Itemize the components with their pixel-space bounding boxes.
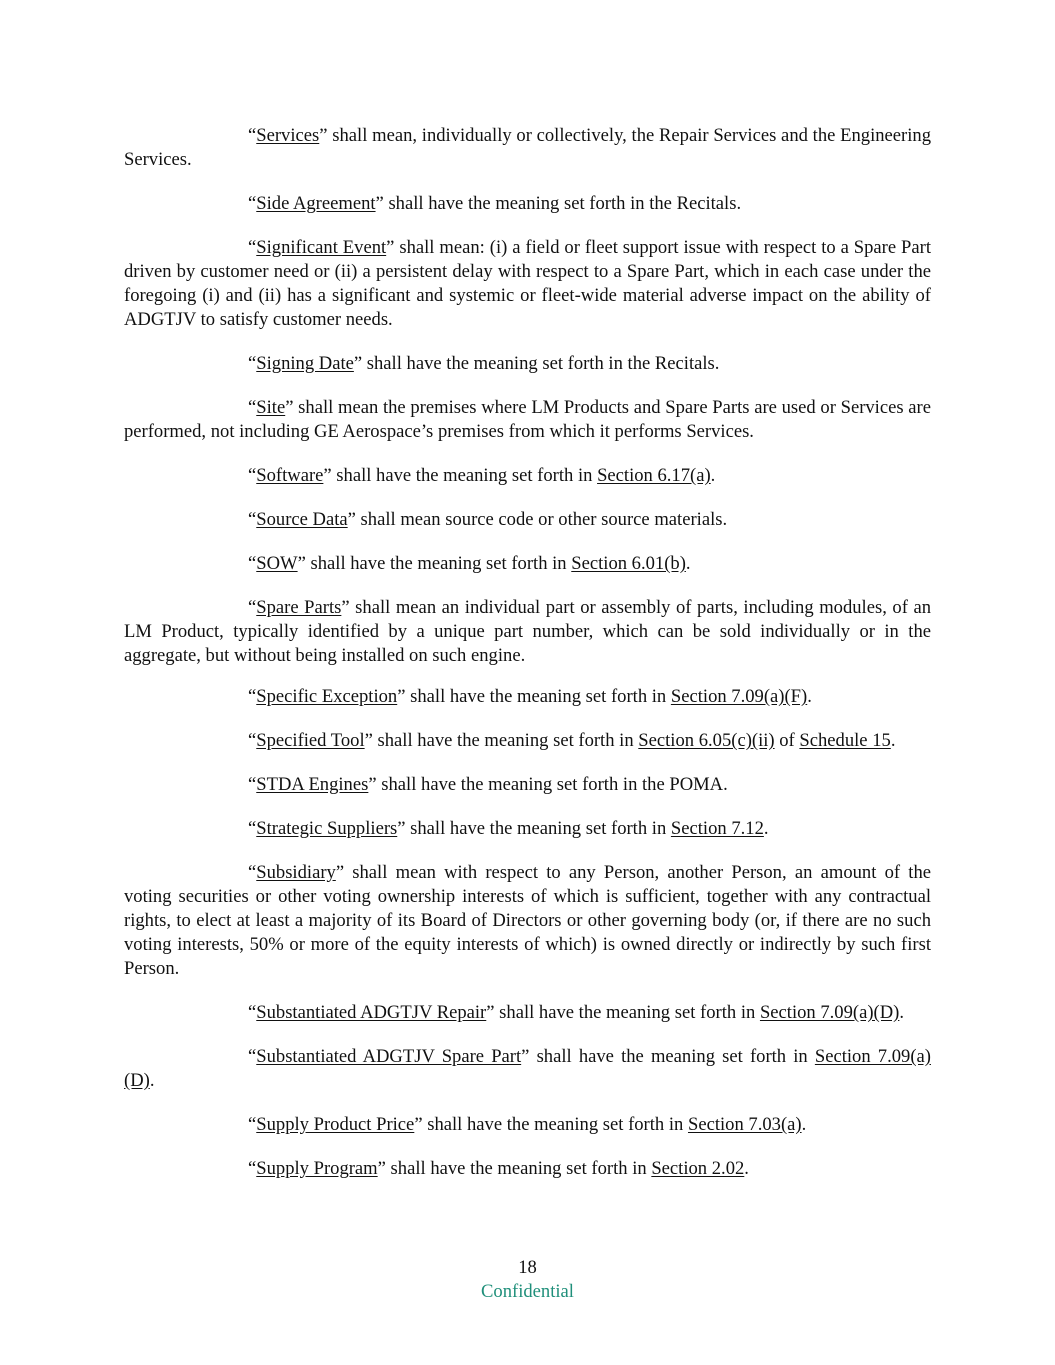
defined-term: Supply Program bbox=[256, 1158, 378, 1179]
section-reference: Section 6.05(c)(ii) bbox=[638, 730, 775, 751]
defined-term: Specific Exception bbox=[256, 686, 398, 707]
definition-strategic-suppliers: “Strategic Suppliers” shall have the meaning set forth in Section 7.12. bbox=[248, 818, 769, 839]
section-reference: Section 7.09(a)(D) bbox=[759, 1002, 900, 1023]
definition-services: “Services” shall mean, individually or collectively, the Repair Services and the Engineering Services. bbox=[124, 125, 931, 170]
defined-term: STDA Engines bbox=[256, 774, 369, 795]
schedule-reference: Schedule 15 bbox=[799, 730, 891, 751]
defined-term: Strategic Suppliers bbox=[256, 818, 398, 839]
defined-term: Specified Tool bbox=[256, 730, 365, 751]
defined-term: Substantiated ADGTJV Repair bbox=[256, 1002, 487, 1023]
definition-supply-product-price: “Supply Product Price” shall have the meaning set forth in Section 7.03(a). bbox=[248, 1114, 807, 1135]
section-reference: Section 6.01(b) bbox=[571, 553, 686, 574]
definition-sow: “SOW” shall have the meaning set forth in Section 6.01(b). bbox=[248, 553, 691, 574]
section-reference: Section 6.17(a) bbox=[597, 465, 711, 486]
definition-software: “Software” shall have the meaning set forth in Section 6.17(a). bbox=[248, 465, 716, 486]
section-reference: Section 7.09(a)(F) bbox=[670, 686, 808, 707]
page-number: 18 bbox=[518, 1257, 537, 1278]
definition-subsidiary: “Subsidiary” shall mean with respect to any Person, another Person, an amount of the voting securities or other voting ownership interests of which is sufficient, together with any contractual rights, to elect at least a majority of its Board of Directors or other governing body (or, if there are no such voting interests, 50% or more of the equity interests of which) is owned directly or indirectly by such first Person. bbox=[124, 862, 931, 979]
defined-term: Spare Parts bbox=[256, 597, 342, 618]
defined-term: Services bbox=[256, 125, 320, 146]
definition-specific-exception: “Specific Exception” shall have the meaning set forth in Section 7.09(a)(F). bbox=[248, 686, 812, 707]
section-reference: Section 2.02 bbox=[651, 1158, 745, 1179]
definition-source-data: “Source Data” shall mean source code or other source materials. bbox=[248, 509, 728, 530]
confidential-label: Confidential bbox=[481, 1281, 574, 1302]
definition-signing-date: “Signing Date” shall have the meaning set forth in the Recitals. bbox=[248, 353, 720, 374]
defined-term: Subsidiary bbox=[256, 862, 336, 883]
defined-term: Site bbox=[256, 397, 286, 418]
definition-stda-engines: “STDA Engines” shall have the meaning set forth in the POMA. bbox=[248, 774, 728, 795]
defined-term: SOW bbox=[256, 553, 298, 574]
definition-site: “Site” shall mean the premises where LM Products and Spare Parts are used or Services are performed, not including GE Aerospace’s premises from which it performs Services. bbox=[124, 397, 931, 442]
definition-specified-tool: “Specified Tool” shall have the meaning set forth in Section 6.05(c)(ii) of Schedule 15. bbox=[248, 730, 896, 751]
section-reference: Section 7.12 bbox=[670, 818, 764, 839]
defined-term: Software bbox=[256, 465, 324, 486]
section-reference: Section 7.09(a)(D) bbox=[124, 1046, 931, 1091]
definition-spare-parts: “Spare Parts” shall mean an individual part or assembly of parts, including modules, of an LM Product, typically identified by a unique part number, which can be sold individually or in the aggregate, but without being installed on such engine. bbox=[124, 597, 932, 666]
definition-supply-program: “Supply Program” shall have the meaning set forth in Section 2.02. bbox=[248, 1158, 749, 1179]
definition-substantiated-adgtjv-repair: “Substantiated ADGTJV Repair” shall have the meaning set forth in Section 7.09(a)(D). bbox=[248, 1002, 905, 1023]
defined-term: Substantiated ADGTJV Spare Part bbox=[256, 1046, 522, 1067]
defined-term: Source Data bbox=[256, 509, 348, 530]
defined-term: Supply Product Price bbox=[256, 1114, 415, 1135]
defined-term: Side Agreement bbox=[256, 193, 376, 214]
definition-significant-event: “Significant Event” shall mean: (i) a field or fleet support issue with respect to a Spare Part driven by customer need or (ii) a persistent delay with respect to a Spare Part, which in each case under the foregoing (i) and (ii) has a significant and systemic or fleet-wide material adverse impact on the ability of ADGTJV to satisfy customer needs. bbox=[124, 237, 931, 330]
definition-substantiated-adgtjv-spare-part: “Substantiated ADGTJV Spare Part” shall have the meaning set forth in Section 7.09(a)(D). bbox=[124, 1046, 931, 1091]
defined-term: Significant Event bbox=[256, 237, 387, 258]
section-reference: Section 7.03(a) bbox=[687, 1114, 802, 1135]
document-page bbox=[124, 124, 931, 1201]
definition-side-agreement: “Side Agreement” shall have the meaning set forth in the Recitals. bbox=[248, 193, 742, 214]
defined-term: Signing Date bbox=[256, 353, 354, 374]
